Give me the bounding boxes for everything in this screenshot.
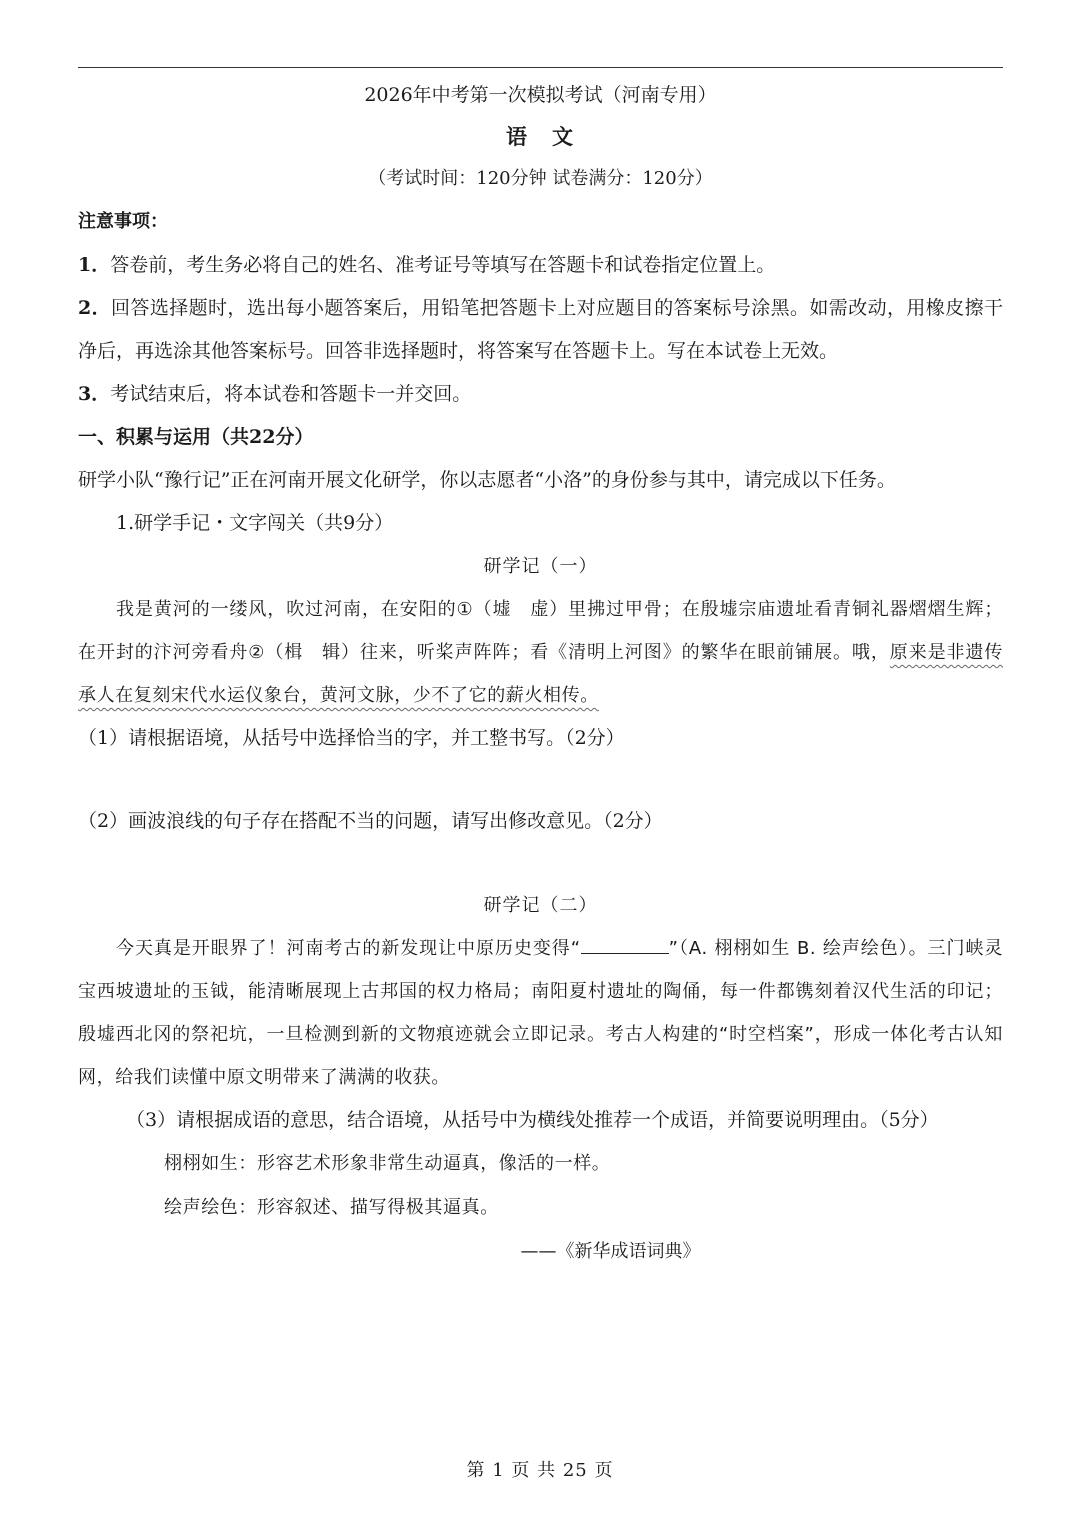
question-1: （1）请根据语境，从括号中选择恰当的字，并工整书写。（2分）: [78, 727, 625, 749]
note-item-3: [78, 373, 1003, 416]
note-number: 1．: [78, 254, 111, 276]
notes-heading: 注意事项：: [78, 211, 168, 232]
page-footer: 第 1 页 共 25 页: [466, 1460, 614, 1481]
record-1-plain: 我是黄河的一缕风，吹过河南，在安阳的①（墟 虚）里拂过甲骨；在殷墟宗庙遗址看青铜礼器熠熠生辉；在开封的汴河旁看舟②（楫 辑）往来，听桨声阵阵；看《清明上河图》的繁华在眼前铺展。哦，: [78, 599, 1003, 663]
record-2-text: [78, 927, 1003, 1099]
section-intro: 研学小队“豫行记”正在河南开展文化研学，你以志愿者“小洛”的身份参与其中，请完成以下任务。: [78, 469, 896, 491]
task-title: 1.研学手记・文字闯关（共9分）: [116, 512, 394, 534]
record-2-after: ”（A. 栩栩如生 B. 绘声绘色）。三门峡灵宝西坡遗址的玉钺，能清晰展现上古邦国的权力格局；南阳夏村遗址的陶俑，每一件都镌刻着汉代生活的印记；殷墟西北冈的祭祀坑，一旦检测到新的文物痕迹就会立即记录。考古人构建的“时空档案”，形成一体化考古认知网，给我们读懂中原文明带来了满满的收获。: [78, 938, 1004, 1088]
definition-2: 绘声绘色：形容叙述、描写得极其逼真。: [164, 1197, 499, 1218]
note-item-1: [78, 244, 1003, 287]
section-heading: 一、积累与运用（共22分）: [78, 426, 314, 448]
definition-1: 栩栩如生：形容艺术形象非常生动逼真，像活的一样。: [164, 1153, 611, 1174]
record-1-title: 研学记（一）: [483, 556, 598, 577]
note-item-2: [78, 287, 1003, 373]
answer-space: [78, 760, 1003, 800]
question-3: （3）请根据成语的意思，结合语境，从括号中为横线处推荐一个成语，并简要说明理由。（5分）: [126, 1109, 939, 1131]
note-number: 3．: [78, 383, 111, 405]
wavy-underlined-sentence: 原来是非遗传承人在复刻宋代水运仪象台，黄河文脉，少不了它的薪火相传。: [78, 642, 1003, 706]
note-text: 答卷前，考生务必将自己的姓名、准考证号等填写在答题卡和试卷指定位置上。: [110, 254, 776, 276]
answer-space: [78, 843, 1003, 884]
note-number: 2．: [78, 297, 112, 319]
definition-source: ——《新华成语词典》: [520, 1241, 701, 1262]
subject-title: 语 文: [506, 124, 575, 149]
note-text: 考试结束后，将本试卷和答题卡一并交回。: [110, 383, 472, 405]
exam-info: （考试时间：120分钟 试卷满分：120分）: [368, 168, 713, 189]
exam-page: [78, 72, 1003, 1273]
note-text: 回答选择题时，选出每小题答案后，用铅笔把答题卡上对应题目的答案标号涂黑。如需改动，用橡皮擦干净后，再选涂其他答案标号。回答非选择题时，将答案写在答题卡上。写在本试卷上无效。: [78, 297, 1003, 362]
question-2: （2）画波浪线的句子存在搭配不当的问题，请写出修改意见。（2分）: [78, 810, 663, 832]
exam-title: 2026年中考第一次模拟考试（河南专用）: [364, 84, 717, 106]
record-2-title: 研学记（二）: [483, 895, 598, 916]
record-1-text: [78, 588, 1003, 717]
fill-blank: [581, 933, 669, 954]
top-rule: [78, 67, 1003, 68]
record-2-before: 今天真是开眼界了！河南考古的新发现让中原历史变得“: [116, 938, 581, 959]
